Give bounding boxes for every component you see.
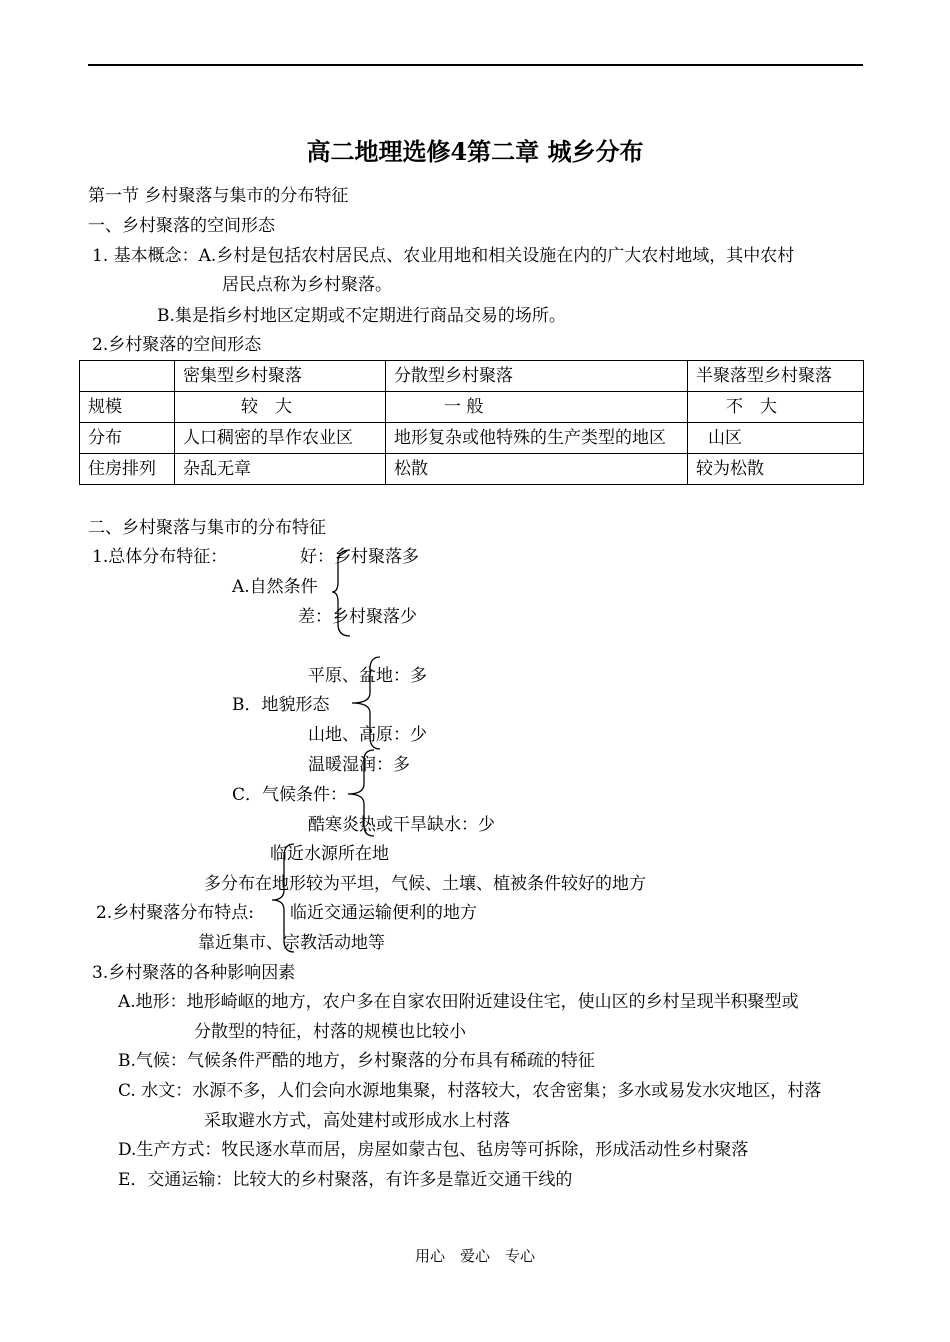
factors-heading: 3.乡村聚落的各种影响因素 [92, 963, 296, 983]
section-heading: 第一节 乡村聚落与集市的分布特征 [88, 186, 349, 206]
a-label: A.自然条件 [232, 577, 318, 597]
part1-heading: 一、乡村聚落的空间形态 [88, 216, 275, 236]
table-cell: 较为松散 [688, 454, 864, 485]
table-row [80, 392, 864, 423]
b-low: 山地、高原：少 [308, 725, 427, 745]
document-title: 高二地理选修4第二章 城乡分布 [306, 137, 644, 166]
feature-label: 2.乡村聚落分布特点: [96, 903, 254, 923]
table-cell: 松散 [386, 454, 688, 485]
table-cell: 地形复杂或他特殊的生产类型的地区 [386, 423, 688, 454]
feature-market: 靠近集市、宗教活动地等 [198, 933, 385, 953]
c-low: 酷寒炎热或干旱缺水：少 [308, 815, 495, 835]
table-cell: 山区 [688, 423, 864, 454]
brace-features-icon [268, 842, 298, 954]
header-rule [88, 64, 863, 66]
concept-a-line1: 1. 基本概念：A.乡村是包括农村居民点、农业用地和相关设施在内的广大农村地域，其中农村 [92, 246, 795, 266]
table-cell: 不 大 [688, 392, 864, 423]
b-high: 平原、盆地：多 [308, 666, 427, 686]
c-label: C．气候条件： [232, 785, 348, 805]
brace-c-icon [344, 748, 378, 838]
feature-terrain: 多分布在地形较为平坦，气候、土壤、植被条件较好的地方 [204, 874, 646, 894]
concept-b: B.集是指乡村地区定期或不定期进行商品交易的场所。 [157, 306, 566, 326]
table-cell: 人口稠密的旱作农业区 [175, 423, 386, 454]
factor-hydrology-line1: C. 水文：水源不多，人们会向水源地集聚，村落较大，农舍密集；多水或易发水灾地区，村落 [118, 1081, 822, 1101]
settlement-form-table [79, 360, 864, 485]
form-heading: 2.乡村聚落的空间形态 [92, 335, 262, 355]
table-row [80, 454, 864, 485]
overall-label: 1.总体分布特征： [92, 547, 228, 567]
factor-climate: B.气候：气候条件严酷的地方，乡村聚落的分布具有稀疏的特征 [118, 1051, 595, 1071]
table-cell: 分布 [80, 423, 175, 454]
c-high: 温暖湿润：多 [308, 755, 410, 775]
table-header-row [80, 361, 864, 392]
factor-hydrology-line2: 采取避水方式，高处建村或形成水上村落 [204, 1111, 510, 1131]
factor-terrain-line1: A.地形：地形崎岖的地方，农户多在自家农田附近建设住宅，使山区的乡村呈现半积聚型或 [118, 992, 799, 1012]
factor-terrain-line2: 分散型的特征，村落的规模也比较小 [194, 1022, 466, 1042]
table-cell: 住房排列 [80, 454, 175, 485]
table-cell: 杂乱无章 [175, 454, 386, 485]
table-row [80, 423, 864, 454]
table-header-cell: 密集型乡村聚落 [175, 361, 386, 392]
feature-transport: 临近交通运输便利的地方 [290, 903, 477, 923]
a-bad: 差：乡村聚落少 [298, 607, 417, 627]
factor-production: D.生产方式：牧民逐水草而居，房屋如蒙古包、毡房等可拆除，形成活动性乡村聚落 [118, 1140, 749, 1160]
table-header-cell: 分散型乡村聚落 [386, 361, 688, 392]
part2-heading: 二、乡村聚落与集市的分布特征 [88, 518, 326, 538]
page-footer: 用心 爱心 专心 [414, 1247, 535, 1265]
concept-a-line2: 居民点称为乡村聚落。 [222, 275, 392, 295]
table-cell: 较 大 [175, 392, 386, 423]
factor-transport: E．交通运输：比较大的乡村聚落，有许多是靠近交通干线的 [118, 1170, 573, 1190]
b-label: B．地貌形态 [232, 695, 330, 715]
brace-b-icon [348, 655, 384, 751]
table-cell: 一 般 [386, 392, 688, 423]
table-cell: 规模 [80, 392, 175, 423]
table-header-cell [80, 361, 175, 392]
table-header-cell: 半聚落型乡村聚落 [688, 361, 864, 392]
brace-a-icon [330, 548, 354, 638]
a-good: 好：乡村聚落多 [300, 547, 419, 567]
feature-water: 临近水源所在地 [270, 844, 389, 864]
